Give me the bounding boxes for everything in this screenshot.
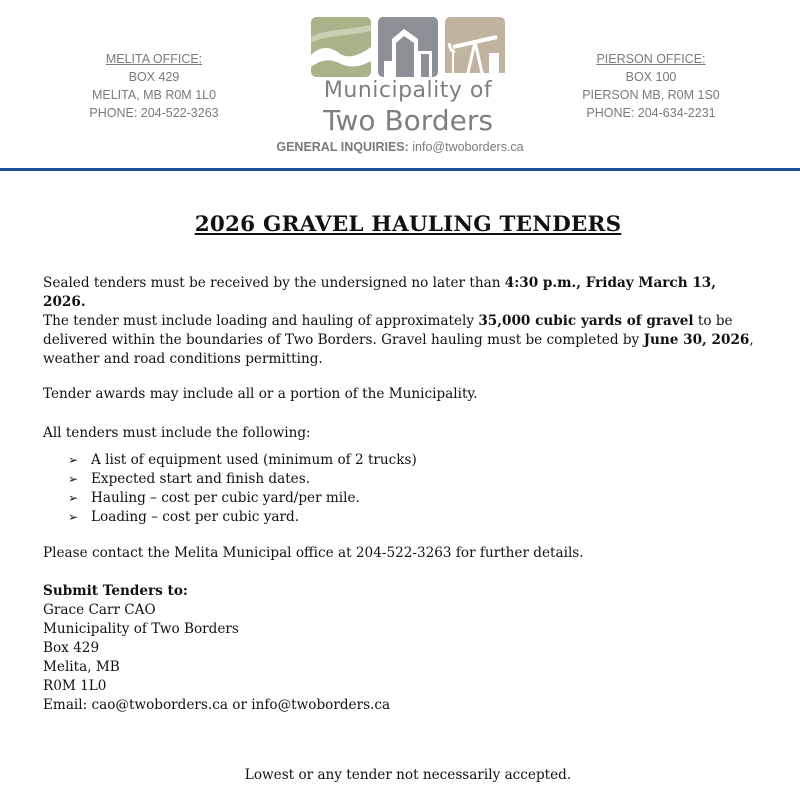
award-paragraph: Tender awards may include all or a portion of the Municipality. — [43, 386, 478, 402]
requirements-intro: All tenders must include the following: — [43, 425, 311, 441]
deadline-text: Sealed tenders must be received by the undersigned no later than — [43, 275, 505, 291]
municipality-logo — [311, 17, 505, 77]
requirement-text: Hauling – cost per cubic yard/per mile. — [91, 490, 360, 506]
list-item — [68, 508, 417, 527]
deadline-paragraph — [43, 274, 758, 312]
requirements-list — [68, 451, 417, 527]
footer-disclaimer: Lowest or any tender not necessarily accepted. — [244, 767, 572, 783]
list-item — [68, 451, 417, 470]
scope-quantity: 35,000 cubic yards of gravel — [478, 313, 694, 329]
melita-office-box: BOX 429 — [128, 70, 180, 84]
submit-postal-code: R0M 1L0 — [43, 678, 107, 694]
inquiries-email[interactable]: info@twoborders.ca — [412, 140, 524, 154]
pierson-office-box: BOX 100 — [625, 70, 677, 84]
logo-text-line2: Two Borders — [323, 104, 493, 137]
submit-header: Submit Tenders to: — [43, 583, 188, 599]
header-divider — [0, 168, 800, 171]
scope-text-e: , weather and road conditions permitting. — [43, 332, 754, 367]
river-hills-icon — [311, 17, 371, 77]
requirement-text: Loading – cost per cubic yard. — [91, 509, 300, 525]
melita-office-block — [54, 50, 254, 122]
scope-paragraph — [43, 312, 758, 369]
arrow-bullet-icon: ➢ — [68, 491, 79, 505]
submit-block — [43, 582, 758, 715]
submit-city: Melita, MB — [43, 659, 120, 675]
submit-organization: Municipality of Two Borders — [43, 621, 239, 637]
oil-pumpjack-icon — [445, 17, 505, 77]
contact-paragraph: Please contact the Melita Municipal office at 204-522-3263 for further details. — [43, 545, 584, 561]
requirement-text: A list of equipment used (minimum of 2 trucks) — [91, 452, 417, 468]
melita-office-phone: PHONE: 204-522-3263 — [89, 106, 219, 120]
pierson-office-phone: PHONE: 204-634-2231 — [586, 106, 716, 120]
inquiries-label: GENERAL INQUIRIES: — [276, 140, 409, 154]
document-title: 2026 GRAVEL HAULING TENDERS — [194, 212, 622, 237]
requirement-text: Expected start and finish dates. — [91, 471, 311, 487]
scope-text-c: to be delivered within the boundaries of Two Borders. Gravel hauling must be completed by — [43, 313, 733, 348]
arrow-bullet-icon: ➢ — [68, 472, 79, 486]
submit-box: Box 429 — [43, 640, 100, 656]
list-item — [68, 470, 417, 489]
deadline-date: 4:30 p.m., Friday March 13, 2026. — [43, 275, 716, 310]
list-item — [68, 489, 417, 508]
arrow-bullet-icon: ➢ — [68, 510, 79, 524]
scope-text-a: The tender must include loading and hauling of approximately — [43, 313, 479, 329]
logo-text-line1: Municipality of — [323, 78, 493, 103]
general-inquiries — [0, 140, 800, 154]
grain-elevator-icon — [378, 17, 438, 77]
arrow-bullet-icon: ➢ — [68, 453, 79, 467]
pierson-office-block — [551, 50, 751, 122]
completion-date: June 30, 2026 — [643, 332, 750, 348]
submit-contact-name: Grace Carr CAO — [43, 602, 156, 618]
pierson-office-title: PIERSON OFFICE: — [596, 52, 706, 66]
melita-office-title: MELITA OFFICE: — [105, 52, 203, 66]
melita-office-address: MELITA, MB R0M 1L0 — [91, 88, 217, 102]
submit-email: Email: cao@twoborders.ca or info@twoborders.ca — [43, 697, 391, 713]
pierson-office-address: PIERSON MB, R0M 1S0 — [582, 88, 720, 102]
